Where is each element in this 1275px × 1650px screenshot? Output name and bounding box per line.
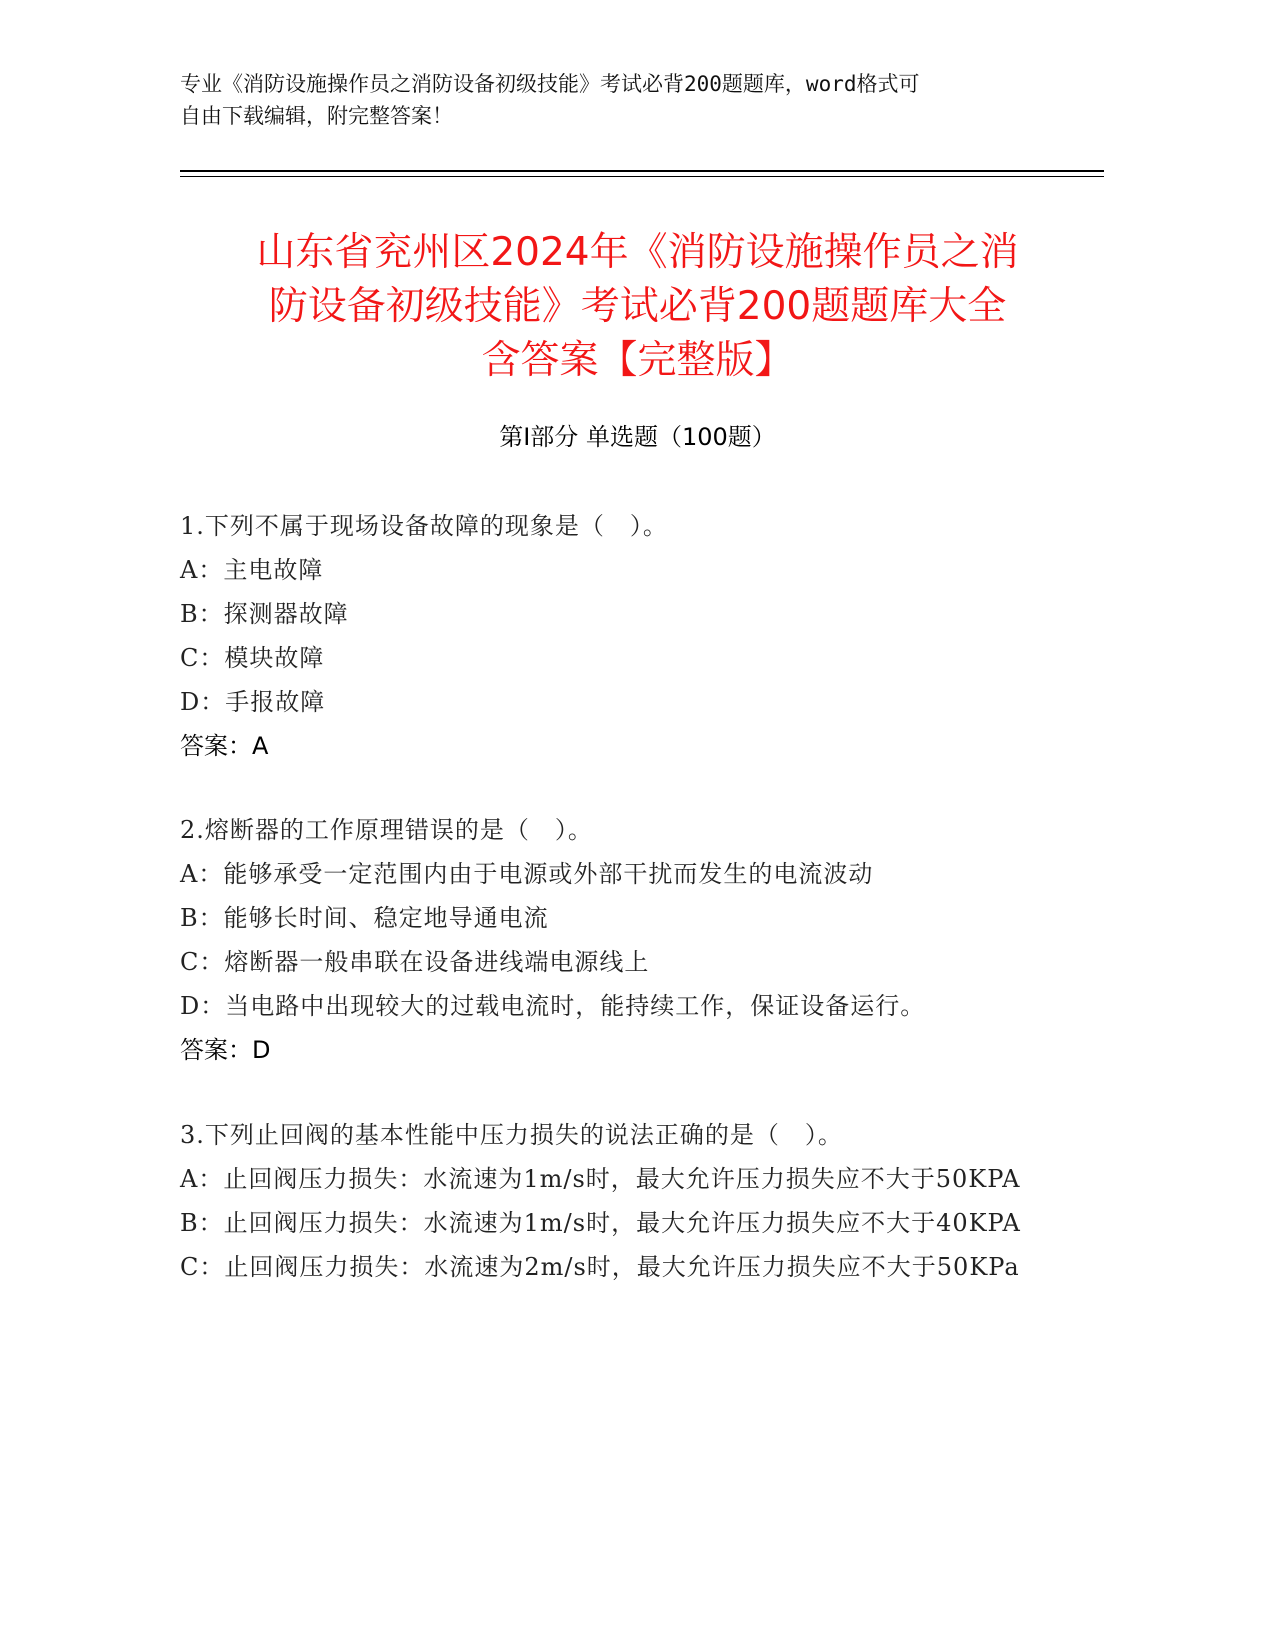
- option-a: A：止回阀压力损失：水流速为1m/s时，最大允许压力损失应不大于50KPA: [180, 1165, 1021, 1193]
- header-divider-thick: [180, 170, 1104, 172]
- option-c: C：止回阀压力损失：水流速为2m/s时，最大允许压力损失应不大于50KPa: [180, 1253, 1020, 1281]
- document-title-line-3: 含答案【完整版】: [481, 338, 794, 383]
- option-d: D：当电路中出现较大的过载电流时，能持续工作，保证设备运行。: [180, 992, 926, 1020]
- header-note-line-2: 自由下载编辑，附完整答案！: [180, 104, 453, 128]
- header-note-line-1: 专业《消防设施操作员之消防设备初级技能》考试必背200题题库，word格式可: [180, 72, 920, 96]
- option-c: C：熔断器一般串联在设备进线端电源线上: [180, 948, 650, 976]
- question-2: [180, 808, 1060, 1072]
- header-divider-thin: [180, 176, 1104, 177]
- header-note: [180, 68, 1100, 132]
- option-c: C：模块故障: [180, 644, 325, 672]
- question-1: [180, 504, 1060, 768]
- option-b: B：能够长时间、稳定地导通电流: [180, 904, 549, 932]
- question-stem: 2.熔断器的工作原理错误的是（ ）。: [180, 816, 593, 844]
- question-stem: 3.下列止回阀的基本性能中压力损失的说法正确的是（ ）。: [180, 1121, 843, 1149]
- document-title-line-1: 山东省兖州区2024年《消防设施操作员之消: [256, 230, 1019, 275]
- question-stem: 1.下列不属于现场设备故障的现象是（ ）。: [180, 512, 668, 540]
- document-title-line-2: 防设备初级技能》考试必背200题题库大全: [268, 284, 1007, 329]
- answer: 答案：D: [180, 1036, 271, 1064]
- option-b: B：止回阀压力损失：水流速为1m/s时，最大允许压力损失应不大于40KPA: [180, 1209, 1021, 1237]
- question-3: [180, 1113, 1060, 1289]
- answer: 答案：A: [180, 732, 269, 760]
- option-d: D：手报故障: [180, 688, 326, 716]
- option-b: B：探测器故障: [180, 600, 349, 628]
- section-heading: 第I部分 单选题（100题）: [499, 423, 776, 451]
- option-a: A：主电故障: [180, 556, 324, 584]
- document-title: [160, 226, 1115, 388]
- option-a: A：能够承受一定范围内由于电源或外部干扰而发生的电流波动: [180, 860, 874, 888]
